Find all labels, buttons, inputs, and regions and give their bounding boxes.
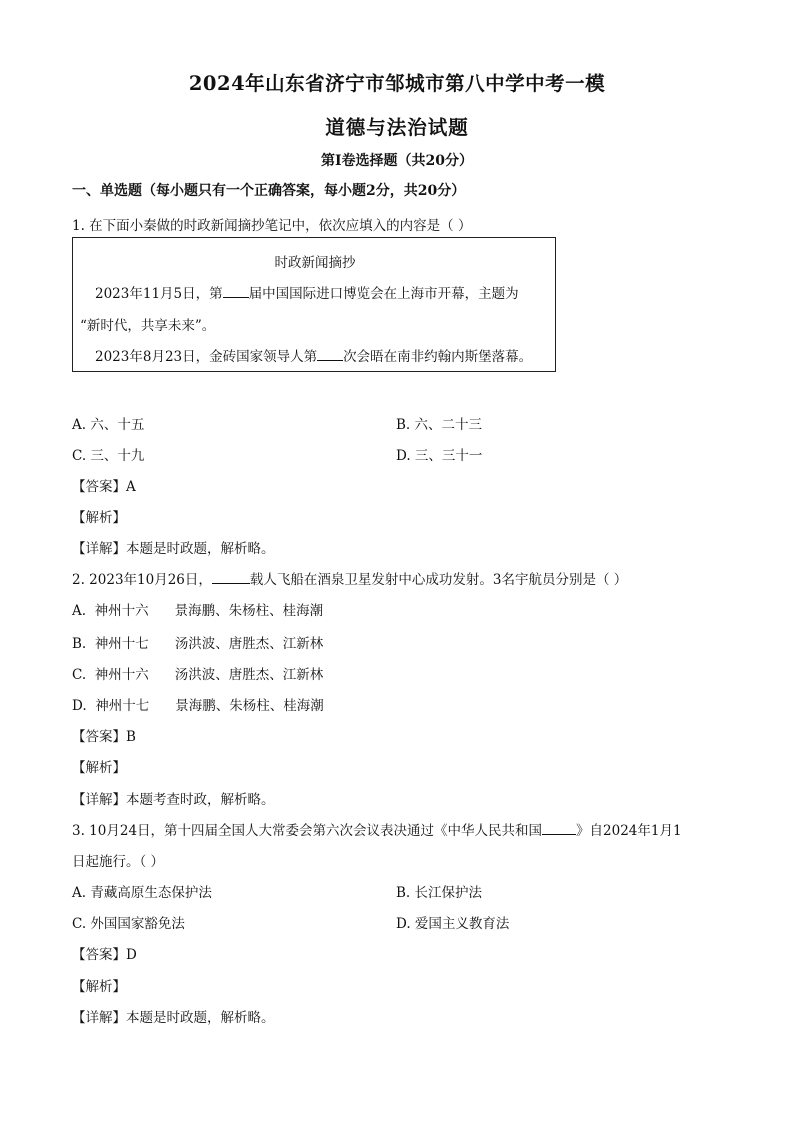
fill-blank — [212, 571, 250, 584]
q3-detail: 【详解】本题是时政题，解析略。 — [72, 1010, 275, 1026]
q1-option-c: C. 三、十九 — [72, 448, 145, 464]
q3-analysis: 【解析】 — [72, 979, 126, 995]
q2-answer: 【答案】B — [72, 729, 136, 745]
q1-analysis: 【解析】 — [72, 510, 126, 526]
q1-stem: 1. 在下面小秦做的时政新闻摘抄笔记中，依次应填入的内容是（ ） — [72, 218, 472, 234]
volume-title: 第Ⅰ卷选择题（共20分） — [320, 153, 474, 169]
q1-option-b: B. 六、二十三 — [396, 417, 483, 433]
q1-box-line3: 2023年8月23日，金砖国家领导人第 次会晤在南非约翰内斯堡落幕。 — [95, 349, 533, 365]
q2-option-b: B. 神州十七 汤洪波、唐胜杰、江新林 — [72, 636, 324, 652]
q3-stem-line2: 日起施行。（ ） — [72, 854, 165, 870]
q3-stem: 3. 10月24日，第十四届全国人大常委会第六次会议表决通过《中华人民共和国 》自2024年1月1 — [72, 823, 682, 839]
q3-option-b: B. 长江保护法 — [396, 885, 483, 901]
q1-news-box — [72, 237, 556, 372]
q1-option-d: D. 三、三十一 — [396, 448, 483, 464]
fill-blank — [317, 348, 343, 361]
q1-box-line2: “新时代，共享未来”。 — [80, 318, 216, 334]
q1-detail: 【详解】本题是时政题，解析略。 — [72, 541, 275, 557]
fill-blank — [542, 822, 576, 835]
q3-option-d: D. 爱国主义教育法 — [396, 916, 510, 932]
q1-box-line1: 2023年11月5日，第 届中国国际进口博览会在上海市开幕，主题为 — [95, 286, 519, 302]
q3-option-c: C. 外国国家豁免法 — [72, 916, 185, 932]
q1-answer: 【答案】A — [72, 479, 136, 495]
section-heading: 一、单选题（每小题只有一个正确答案，每小题2分，共20分） — [72, 183, 466, 199]
subject-title: 道德与法治试题 — [325, 116, 469, 139]
q2-analysis: 【解析】 — [72, 760, 126, 776]
q2-stem: 2. 2023年10月26日， 载人飞船在酒泉卫星发射中心成功发射。3名宇航员分别是（ ） — [72, 572, 628, 588]
q3-answer: 【答案】D — [72, 947, 137, 963]
q2-detail: 【详解】本题考查时政，解析略。 — [72, 792, 275, 808]
fill-blank — [223, 285, 249, 298]
q1-option-a: A. 六、十五 — [72, 417, 145, 433]
q3-option-a: A. 青藏高原生态保护法 — [72, 885, 212, 901]
q2-option-d: D. 神州十七 景海鹏、朱杨柱、桂海潮 — [72, 698, 324, 714]
q1-box-title: 时政新闻摘抄 — [274, 255, 356, 271]
exam-title: 2024年山东省济宁市邹城市第八中学中考一模 — [188, 72, 606, 95]
q2-option-c: C. 神州十六 汤洪波、唐胜杰、江新林 — [72, 667, 324, 683]
q2-option-a: A. 神州十六 景海鹏、朱杨柱、桂海潮 — [72, 603, 324, 619]
